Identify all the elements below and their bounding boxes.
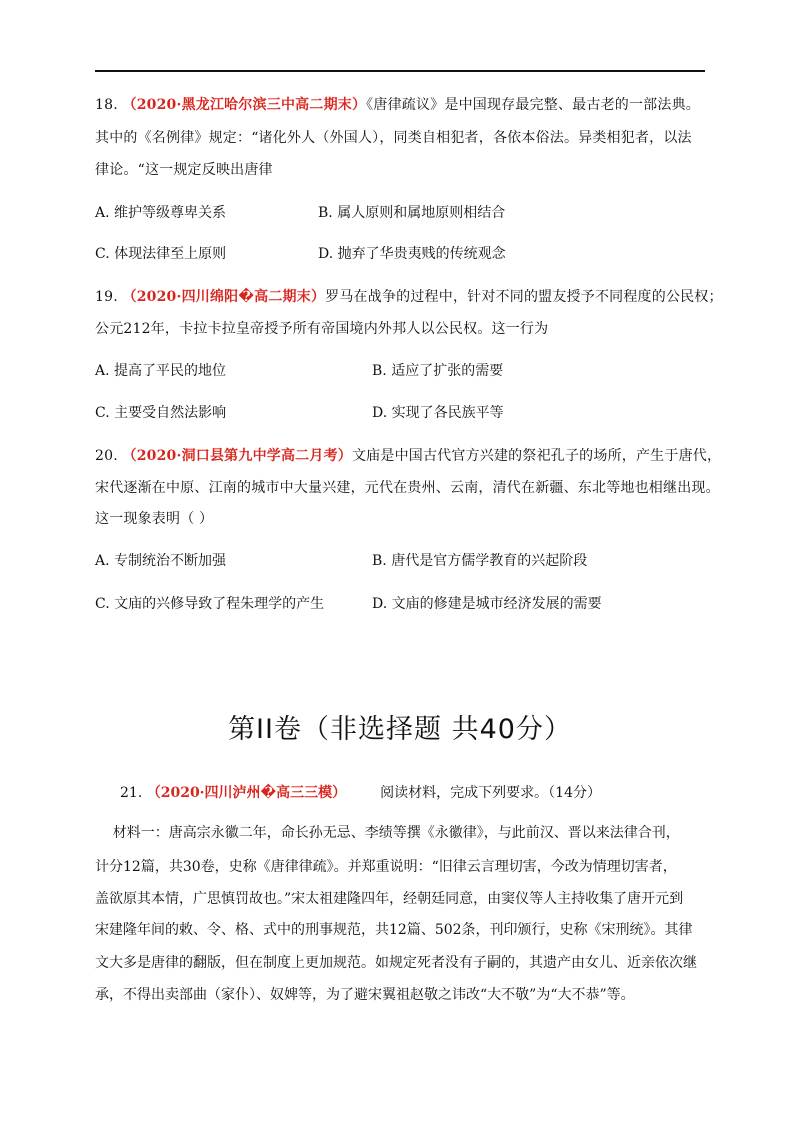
q19-option-c: C. 主要受自然法影响 — [95, 405, 227, 421]
section-title: 第II卷（非选择题 共40分） — [228, 714, 572, 745]
q19-text-1: 罗马在战争的过程中，针对不同的盟友授予不同程度的公民权； — [325, 289, 723, 305]
q18-number: 18. — [95, 97, 118, 113]
q18-line-2: 其中的《名例律》规定：“诸化外人（外国人），同类自相犯者，各依本俗法。异类相犯者，以法 — [95, 130, 692, 146]
q21-material-line-4: 宋建隆年间的敕、令、格、式中的刑事规范，共12篇、502条，刊印颁行，史称《宋刑统》。其律 — [95, 922, 693, 938]
q19-option-d: D. 实现了各民族平等 — [372, 405, 504, 421]
q21-instruction: 阅读材料，完成下列要求。（14分） — [380, 785, 601, 801]
q18-option-a: A. 维护等级尊卑关系 — [95, 205, 227, 221]
q19-option-a: A. 提高了平民的地位 — [95, 363, 227, 379]
q20-option-b: B. 唐代是官方儒学教育的兴起阶段 — [372, 553, 588, 569]
q18-option-d: D. 抛弃了华贵夷贱的传统观念 — [318, 246, 506, 262]
q19-source: （2020·四川绵阳�高二期末） — [122, 289, 326, 305]
q21-source: （2020·四川泸州�高三三模） — [146, 785, 347, 801]
q21-number: 21. — [120, 785, 143, 801]
q20-option-d: D. 文庙的修建是城市经济发展的需要 — [372, 596, 602, 612]
q20-option-a: A. 专制统治不断加强 — [95, 553, 227, 569]
q19-option-b: B. 适应了扩张的需要 — [372, 363, 504, 379]
q20-line-3: 这一现象表明（ ） — [95, 511, 214, 527]
q18-text-1: 《唐律疏议》是中国现存最完整、最古老的一部法典。 — [366, 97, 700, 113]
q20-line-2: 宋代逐渐在中原、江南的城市中大量兴建，元代在贵州、云南，清代在新疆、东北等地也相继出现。 — [95, 480, 720, 496]
q20-text-1: 文庙是中国古代官方兴建的祭祀孔子的场所，产生于唐代， — [351, 448, 722, 464]
q21-material-line-6: 承，不得出卖部曲（家仆）、奴婢等，为了避宋翼祖赵敬之讳改“大不敬”为“大不恭”等。 — [95, 987, 635, 1003]
q21-material-line-5: 文大多是唐律的翻版，但在制度上更加规范。如规定死者没有子嗣的，其遗产由女儿、近亲依次继 — [95, 955, 697, 971]
q18-option-b: B. 属人原则和属地原则相结合 — [318, 205, 506, 221]
q19-line-1 — [95, 287, 723, 307]
q18-line-1 — [95, 95, 700, 115]
q19-line-2: 公元212年，卡拉卡拉皇帝授予所有帝国境内外邦人以公民权。这一行为 — [95, 321, 549, 337]
q19-number: 19. — [95, 289, 118, 305]
q20-source: （2020·洞口县第九中学高二月考） — [122, 448, 352, 464]
q18-line-3: 律论。“这一规定反映出唐律 — [95, 162, 273, 178]
q18-source: （2020·黑龙江哈尔滨三中高二期末） — [122, 97, 367, 113]
q18-option-c: C. 体现法律至上原则 — [95, 246, 227, 262]
q20-number: 20. — [95, 448, 118, 464]
q20-option-c: C. 文庙的兴修导致了程朱理学的产生 — [95, 596, 325, 612]
q21-material-line-1: 材料一：唐高宗永徽二年，命长孙无忌、李绩等撰《永徽律》，与此前汉、晋以来法律合刊， — [95, 825, 680, 841]
q21-header — [120, 783, 601, 803]
q20-line-1 — [95, 446, 721, 466]
q21-material-line-2: 计分12篇，共30卷，史称《唐律律疏》。并郑重说明：“旧律云言理切害，今改为情理切害者， — [95, 859, 677, 875]
q21-material-line-3: 盖欲原其本情，广思慎罚故也。”宋太祖建隆四年，经朝廷同意，由窦仪等人主持收集了唐开元到 — [95, 891, 684, 907]
header-rule — [95, 70, 705, 72]
